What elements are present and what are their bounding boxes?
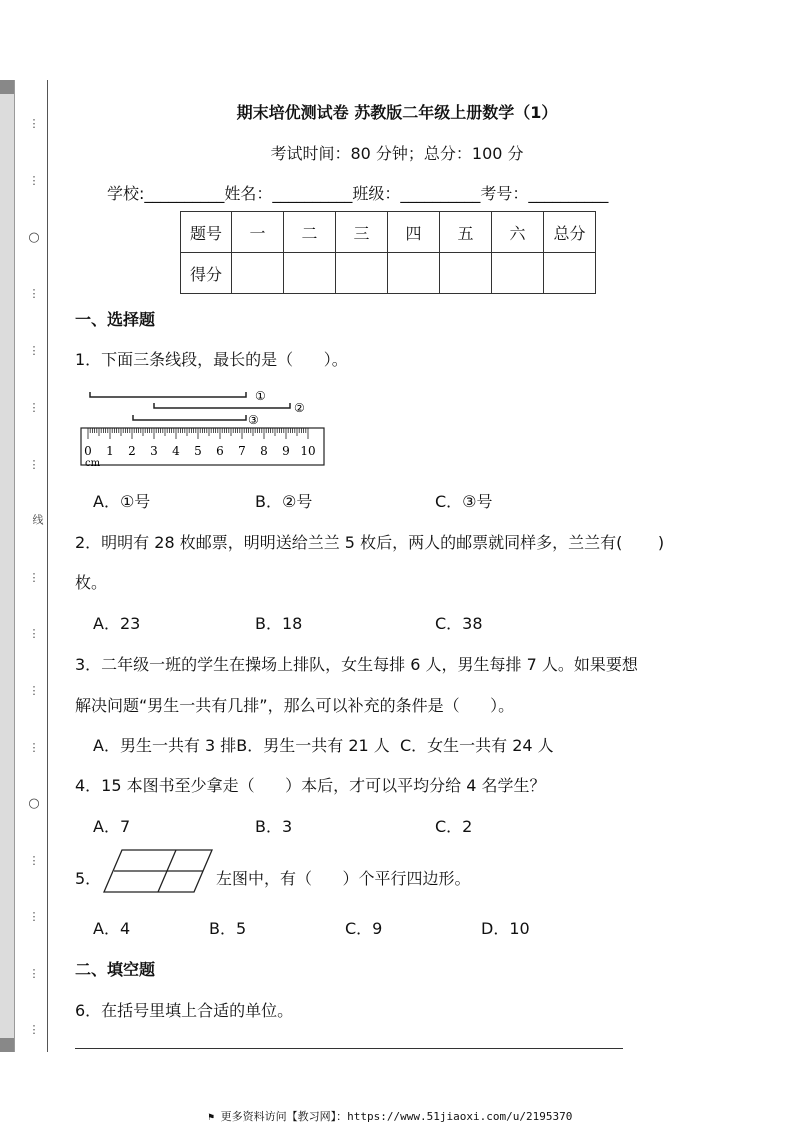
page-title: 期末培优测试卷 苏教版二年级上册数学（1）: [236, 103, 558, 122]
question-6: 6．在括号里填上合适的单位。: [75, 1001, 294, 1020]
segment-label-2: ②: [294, 401, 305, 415]
q4-option-c: C．2: [435, 817, 473, 836]
segment-2: [154, 403, 290, 408]
question-5: 左图中，有（ ）个平行四边形。: [216, 869, 471, 888]
margin-dots-mark: ⋮: [28, 571, 40, 584]
score-entry-cell[interactable]: [492, 253, 544, 294]
segment-label-3: ③: [248, 413, 259, 427]
question-3-line-1: 3．二年级一班的学生在操场上排队，女生每排 6 人，男生每排 7 人。如果要想: [75, 655, 638, 674]
section-heading-choice: 一、选择题: [75, 310, 156, 329]
score-table-header-row: [181, 212, 596, 253]
page-bottom-rule: [75, 1048, 623, 1049]
score-cell: 二: [284, 212, 336, 253]
ruler-number: 3: [150, 444, 158, 458]
ruler-number: 1: [106, 444, 114, 458]
score-entry-cell[interactable]: [388, 253, 440, 294]
question-4: 4．15 本图书至少拿走（ ）本后，才可以平均分给 4 名学生？: [75, 776, 546, 795]
score-entry-cell[interactable]: [232, 253, 284, 294]
q1-option-b: B．②号: [255, 492, 313, 511]
ruler-number: 0: [84, 444, 92, 458]
score-cell: 总分: [544, 212, 596, 253]
score-entry-cell[interactable]: [284, 253, 336, 294]
question-1: 1．下面三条线段，最长的是（ ）。: [75, 350, 348, 369]
score-entry-cell[interactable]: [336, 253, 388, 294]
q5-option-c: C．9: [345, 919, 383, 938]
margin-dots-mark: ⋮: [28, 741, 40, 754]
segment-3: [133, 415, 246, 420]
parallelogram-figure: [102, 848, 214, 894]
ruler-number: 9: [282, 444, 290, 458]
q1-option-c: C．③号: [435, 492, 493, 511]
section-heading-fill: 二、填空题: [75, 960, 156, 979]
ruler-number: 6: [216, 444, 224, 458]
q5-option-b: B．5: [209, 919, 247, 938]
question-3-line-2: 解决问题“男生一共有几排”，那么可以补充的条件是（ ）。: [75, 696, 515, 715]
binding-cap-top: [0, 80, 14, 94]
q2-option-b: B．18: [255, 614, 303, 633]
margin-circle-mark: ○: [28, 230, 40, 245]
margin-dots-mark: ⋮: [28, 1023, 40, 1036]
score-cell: 题号: [181, 212, 232, 253]
margin-dots-mark: ⋮: [28, 967, 40, 980]
margin-dots-mark: ⋮: [28, 854, 40, 867]
q2-option-a: A．23: [93, 614, 141, 633]
margin-circle-mark: ○: [28, 796, 40, 811]
ruler-number: 8: [260, 444, 268, 458]
margin-dots-mark: ⋮: [28, 458, 40, 471]
student-info-line: 学校:__________姓名：__________班级：__________考号：__________: [107, 184, 609, 203]
score-entry-cell[interactable]: [544, 253, 596, 294]
question-2-line-2: 枚。: [75, 573, 108, 592]
exam-info: 考试时间：80 分钟；总分：100 分: [270, 144, 524, 163]
margin-rule: [47, 80, 48, 1052]
margin-label: 线: [31, 514, 44, 525]
question-5-number: 5．: [75, 869, 102, 888]
segment-label-1: ①: [255, 389, 266, 403]
q1-option-a: A．①号: [93, 492, 151, 511]
score-cell: 三: [336, 212, 388, 253]
binding-strip: [0, 80, 15, 1052]
ruler-number: 4: [172, 444, 180, 458]
ruler-number: 7: [238, 444, 246, 458]
q5-option-d: D．10: [481, 919, 530, 938]
margin-dots-mark: ⋮: [28, 174, 40, 187]
ruler-number: 2: [128, 444, 136, 458]
footer-text: 更多资料访问【教习网】：https://www.51jiaoxi.com/u/2195370: [220, 1110, 573, 1123]
flag-icon: ⚑: [208, 1112, 215, 1123]
binding-cap-bottom: [0, 1038, 14, 1052]
margin-dots-mark: ⋮: [28, 627, 40, 640]
margin-dots-mark: ⋮: [28, 287, 40, 300]
ruler-unit: cm: [85, 458, 101, 469]
q2-option-c: C．38: [435, 614, 483, 633]
ruler-number: 5: [194, 444, 202, 458]
score-entry-cell[interactable]: [440, 253, 492, 294]
score-cell: 四: [388, 212, 440, 253]
ruler-number: 10: [300, 444, 316, 458]
margin-dots-mark: ⋮: [28, 344, 40, 357]
footer-link[interactable]: [208, 1108, 572, 1124]
score-cell: 六: [492, 212, 544, 253]
q5-option-a: A．4: [93, 919, 131, 938]
score-table-score-row: [181, 253, 596, 294]
margin-dots-mark: ⋮: [28, 910, 40, 923]
score-cell: 五: [440, 212, 492, 253]
margin-dots-mark: ⋮: [28, 401, 40, 414]
q3-options: A．男生一共有 3 排B．男生一共有 21 人 C．女生一共有 24 人: [93, 736, 554, 755]
q4-option-a: A．7: [93, 817, 131, 836]
score-table: [180, 211, 596, 294]
score-cell: 一: [232, 212, 284, 253]
margin-dots-mark: ⋮: [28, 684, 40, 697]
score-cell: 得分: [181, 253, 232, 294]
segment-1: [90, 392, 246, 397]
ruler-figure: [78, 384, 328, 469]
question-2-line-1: 2．明明有 28 枚邮票，明明送给兰兰 5 枚后，两人的邮票就同样多，兰兰有( ): [75, 533, 665, 552]
margin-dots-mark: ⋮: [28, 117, 40, 130]
q4-option-b: B．3: [255, 817, 293, 836]
